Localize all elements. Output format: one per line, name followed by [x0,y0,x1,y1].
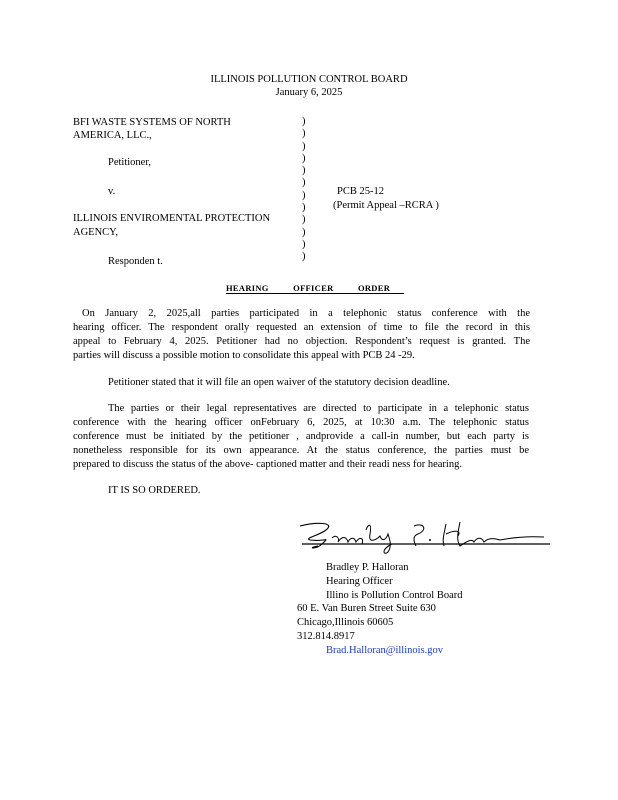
order-title [226,283,404,294]
paragraph-line: The parties or their legal representatives are directed to participate in a telephonic status [108,403,529,414]
handwritten-signature [296,516,552,556]
paren: ) [302,128,306,140]
signer-board: Illino is Pollution Control Board [326,590,463,601]
paren: ) [302,177,306,189]
paragraph-line: nonetheless responsible for its own appearance. At the status conference, the parties must be [73,445,529,456]
paren: ) [302,251,306,263]
paragraph-line: prepared to discuss the status of the above- captioned matter and their readi ness for hearing. [73,459,462,470]
paren: ) [302,140,306,152]
paragraph-line: conference with the hearing officer onFebruary 6, 2025, at 10:30 a.m. The telephonic status [73,417,529,428]
board-heading: ILLINOIS POLLUTION CONTROL BOARD [210,74,408,85]
paren: ) [302,116,306,127]
paragraph-line: parties will discuss a possible motion to consolidate this appeal with PCB 24 -29. [73,350,415,361]
paren: ) [302,165,306,177]
signer-address: 60 E. Van Buren Street Suite 630 [297,603,436,614]
paren: ) [302,189,306,201]
signer-phone: 312.814.8917 [297,631,355,642]
paragraph-3 [73,402,529,472]
signer-city: Chicago,Illinois 60605 [297,617,394,628]
order-title-word: OFFICER [293,283,334,293]
respondent-label: Responden t. [108,256,163,267]
petitioner-name-line1: BFI WASTE SYSTEMS OF NORTH [73,117,231,128]
caption-parenthesis-column [302,116,306,264]
paragraph-1 [73,307,530,363]
signer-email-link[interactable]: Brad.Halloran@illinois.gov [326,645,443,656]
petitioner-name-line2: AMERICA, LLC., [73,130,152,141]
paragraph-line: hearing officer. The respondent orally requested an extension of time to file the record in this [73,322,530,333]
case-number: PCB 25-12 [337,186,384,197]
order-title-word: ORDER [357,283,391,293]
order-title-word: HEARING [226,283,269,293]
paren: ) [302,202,306,214]
signer-name: Bradley P. Halloran [326,562,409,573]
paren: ) [302,226,306,238]
paragraph-line: appeal to February 4, 2025. Petitioner had no objection. Respondent’s request is granted. The [73,336,530,347]
respondent-name-line1: ILLINOIS ENVIROMENTAL PROTECTION [73,213,271,224]
paragraph-line: On January 2, 2025,all parties participated in a telephonic status conference with the [82,308,530,319]
paragraph-line: conference must be initiated by the petitioner , andprovide a call-in number, but each party is [73,431,529,442]
petitioner-label: Petitioner, [108,157,152,168]
paragraph-2: Petitioner stated that it will file an open waiver of the statutory decision deadline. [108,377,450,388]
order-date: January 6, 2025 [275,87,343,98]
so-ordered: IT IS SO ORDERED. [108,485,201,496]
paren: ) [302,238,306,250]
paren: ) [302,152,306,164]
case-type: (Permit Appeal –RCRA ) [333,200,439,211]
versus-label: v. [108,186,116,197]
respondent-name-line2: AGENCY, [73,227,119,238]
paren: ) [302,214,306,226]
signer-title: Hearing Officer [326,576,393,587]
